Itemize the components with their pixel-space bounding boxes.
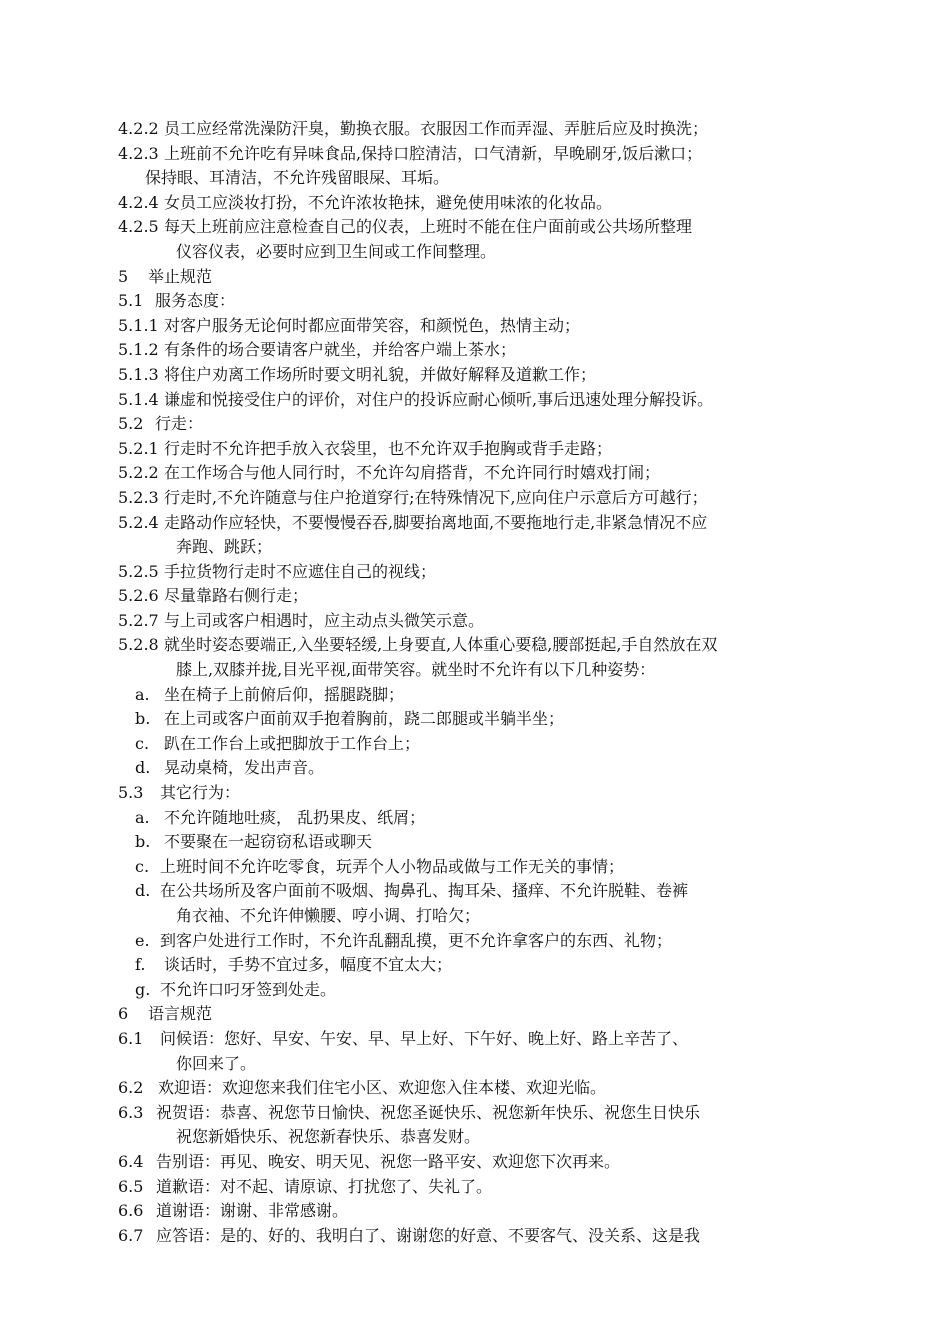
item-text: 尽量靠路右侧行走； <box>164 586 309 606</box>
item-text: 谈话时，手势不宜过多，幅度不宜太大； <box>164 955 453 975</box>
item-text: 其它行为： <box>160 783 241 803</box>
item-number: e. <box>135 930 150 950</box>
item-text: 每天上班前应注意检查自己的仪表，上班时不能在住户面前或公共场所整理 <box>164 217 693 237</box>
item-text: 举止规范 <box>148 266 213 286</box>
list-item <box>0 929 950 954</box>
item-number: 6.6 <box>118 1201 144 1221</box>
list-item <box>0 609 950 634</box>
list-item <box>0 314 950 339</box>
item-text: 上班前不允许吃有异味食品,保持口腔清洁，口气清新，早晚刷牙,饭后漱口； <box>164 143 703 163</box>
list-item <box>0 732 950 757</box>
item-number: 5 <box>118 266 129 286</box>
list-item-continuation <box>0 904 950 929</box>
item-number: 6.5 <box>118 1176 144 1196</box>
item-number: a. <box>135 684 150 704</box>
item-text: 对客户服务无论何时都应面带笑容，和颜悦色，热情主动； <box>164 315 581 335</box>
item-number: 5.2.2 <box>118 463 159 483</box>
item-text: 到客户处进行工作时，不允许乱翻乱摸，更不允许拿客户的东西、礼物； <box>160 930 673 950</box>
item-text: 在工作场合与他人同行时，不允许勾肩搭背，不允许同行时嬉戏打闹； <box>164 463 661 483</box>
list-item <box>0 461 950 486</box>
item-text: 仪容仪表，必要时应到卫生间或工作间整理。 <box>176 241 497 261</box>
list-item <box>0 265 950 290</box>
list-item <box>0 756 950 781</box>
item-number: 5.1.4 <box>118 389 159 409</box>
item-number: 5.2.5 <box>118 561 159 581</box>
list-item <box>0 1175 950 1200</box>
list-item <box>0 560 950 585</box>
item-text: 行走： <box>155 414 204 434</box>
item-text: 谦虚和悦接受住户的评价，对住户的投诉应耐心倾听,事后迅速处理分解投诉。 <box>164 389 714 409</box>
list-item <box>0 707 950 732</box>
list-item <box>0 1224 950 1249</box>
item-number: 4.2.4 <box>118 192 159 212</box>
list-item <box>0 363 950 388</box>
list-item <box>0 1027 950 1052</box>
item-text: 角衣袖、不允许伸懒腰、哼小调、打哈欠； <box>176 906 481 925</box>
item-text: 走路动作应轻快，不要慢慢吞吞,脚要抬离地面,不要拖地行走,非紧急情况不应 <box>164 512 708 532</box>
list-item <box>0 289 950 314</box>
item-text: 应答语：是的、好的、我明白了、谢谢您的好意、不要客气、没关系、这是我 <box>156 1225 701 1245</box>
item-text: 问候语：您好、早安、午安、早、早上好、下午好、晚上好、路上辛苦了、 <box>160 1028 689 1048</box>
item-text: 在上司或客户面前双手抱着胸前，跷二郎腿或半躺半坐； <box>164 709 565 729</box>
item-text: 趴在工作台上或把脚放于工作台上； <box>164 733 421 753</box>
item-number: 6.1 <box>118 1028 144 1048</box>
item-text: 不允许随地吐痰， 乱扔果皮、纸屑； <box>164 807 426 827</box>
item-number: c. <box>135 856 150 876</box>
list-item <box>0 978 950 1003</box>
item-number: f. <box>135 955 146 975</box>
item-text: 行走时不允许把手放入衣袋里，也不允许双手抱胸或背手走路； <box>164 438 613 458</box>
item-number: 5.1.1 <box>118 315 159 335</box>
item-number: 5.2.7 <box>118 610 159 630</box>
list-item <box>0 191 950 216</box>
list-item <box>0 388 950 413</box>
item-number: b. <box>135 832 151 852</box>
item-text: 道歉语：对不起、请原谅、打扰您了、失礼了。 <box>156 1176 493 1196</box>
list-item-continuation <box>0 1125 950 1150</box>
item-text: 女员工应淡妆打扮，不允许浓妆艳抹，避免使用味浓的化妆品。 <box>164 192 613 212</box>
list-item <box>0 1101 950 1126</box>
item-number: 5.1.3 <box>118 364 159 384</box>
item-number: d. <box>135 758 151 778</box>
list-item <box>0 855 950 880</box>
item-number: c. <box>135 733 150 753</box>
list-item <box>0 486 950 511</box>
list-item <box>0 511 950 536</box>
item-number: b. <box>135 709 151 729</box>
list-item <box>0 338 950 363</box>
item-text: 在公共场所及客户面前不吸烟、掏鼻孔、掏耳朵、搔痒、不允许脱鞋、卷裤 <box>160 881 689 901</box>
item-text: 上班时间不允许吃零食，玩弄个人小物品或做与工作无关的事情； <box>160 856 625 876</box>
list-item-continuation <box>0 240 950 265</box>
list-item <box>0 781 950 806</box>
item-text: 坐在椅子上前俯后仰，摇腿跷脚； <box>164 684 405 704</box>
item-number: 6.3 <box>118 1102 144 1122</box>
item-text: 将住户劝离工作场所时要文明礼貌，并做好解释及道歉工作； <box>164 364 597 384</box>
item-text: 祝贺语：恭喜、祝您节日愉快、祝您圣诞快乐、祝您新年快乐、祝您生日快乐 <box>156 1102 701 1122</box>
item-text: 员工应经常洗澡防汗臭，勤换衣服。衣服因工作而弄湿、弄脏后应及时换洗； <box>164 119 709 138</box>
item-number: g. <box>135 979 151 999</box>
list-item <box>0 1150 950 1175</box>
item-number: 5.2.4 <box>118 512 159 532</box>
item-number: 5.2.8 <box>118 635 159 655</box>
item-text: 不允许口叼牙签到处走。 <box>160 979 337 999</box>
list-item-continuation <box>0 1052 950 1077</box>
item-number: 5.2.3 <box>118 487 159 507</box>
item-text: 祝您新婚快乐、祝您新春快乐、恭喜发财。 <box>176 1127 481 1147</box>
item-text: 行走时,不允许随意与住户抢道穿行;在特殊情况下,应向住户示意后方可越行； <box>164 487 708 507</box>
list-item <box>0 1076 950 1101</box>
item-number: 6.7 <box>118 1225 144 1245</box>
list-item <box>0 1199 950 1224</box>
list-item <box>0 437 950 462</box>
list-item <box>0 683 950 708</box>
item-number: 5.1 <box>118 291 144 311</box>
item-text: 告别语：再见、晚安、明天见、祝您一路平安、欢迎您下次再来。 <box>156 1151 621 1171</box>
item-number: 6.2 <box>118 1078 144 1098</box>
item-text: 语言规范 <box>148 1004 213 1024</box>
item-number: 5.2.6 <box>118 586 159 606</box>
item-number: 6 <box>118 1004 129 1024</box>
item-text: 就坐时姿态要端正,入坐要轻缓,上身要直,人体重心要稳,腰部挺起,手自然放在双 <box>164 635 718 655</box>
list-item <box>0 953 950 978</box>
item-text: 奔跑、跳跃； <box>176 537 273 557</box>
item-text: 晃动桌椅，发出声音。 <box>164 758 325 778</box>
list-item <box>0 215 950 240</box>
item-text: 与上司或客户相遇时，应主动点头微笑示意。 <box>164 610 485 630</box>
item-number: 6.4 <box>118 1151 144 1171</box>
list-item-continuation <box>0 535 950 560</box>
item-number: 5.1.2 <box>118 340 159 360</box>
list-item <box>0 633 950 658</box>
item-number: 5.3 <box>118 783 144 803</box>
item-number: 4.2.3 <box>118 143 159 163</box>
list-item <box>0 806 950 831</box>
list-item <box>0 879 950 904</box>
item-text: 有条件的场合要请客户就坐，并给客户端上茶水； <box>164 340 517 360</box>
list-item <box>0 830 950 855</box>
item-text: 膝上,双膝并拢,目光平视,面带笑容。就坐时不允许有以下几种姿势： <box>176 660 656 680</box>
list-item <box>0 142 950 167</box>
item-number: 4.2.5 <box>118 217 159 237</box>
item-text: 欢迎语：欢迎您来我们住宅小区、欢迎您入住本楼、欢迎光临。 <box>158 1078 607 1098</box>
item-text: 你回来了。 <box>176 1053 257 1073</box>
list-item <box>0 117 950 142</box>
document-body <box>0 117 950 1248</box>
item-text: 手拉货物行走时不应遮住自己的视线； <box>164 561 437 581</box>
list-item-continuation <box>0 166 950 191</box>
list-item-continuation <box>0 658 950 683</box>
item-number: 5.2 <box>118 414 144 434</box>
list-item <box>0 412 950 437</box>
item-number: a. <box>135 807 150 827</box>
item-text: 不要聚在一起窃窃私语或聊天 <box>164 832 373 852</box>
list-item <box>0 584 950 609</box>
item-text: 服务态度： <box>155 291 236 311</box>
item-number: 5.2.1 <box>118 438 159 458</box>
item-number: d. <box>135 881 151 901</box>
item-number: 4.2.2 <box>118 119 159 138</box>
list-item <box>0 1002 950 1027</box>
item-text: 保持眼、耳清洁，不允许残留眼屎、耳垢。 <box>145 168 450 188</box>
item-text: 道谢语：谢谢、非常感谢。 <box>156 1201 349 1221</box>
